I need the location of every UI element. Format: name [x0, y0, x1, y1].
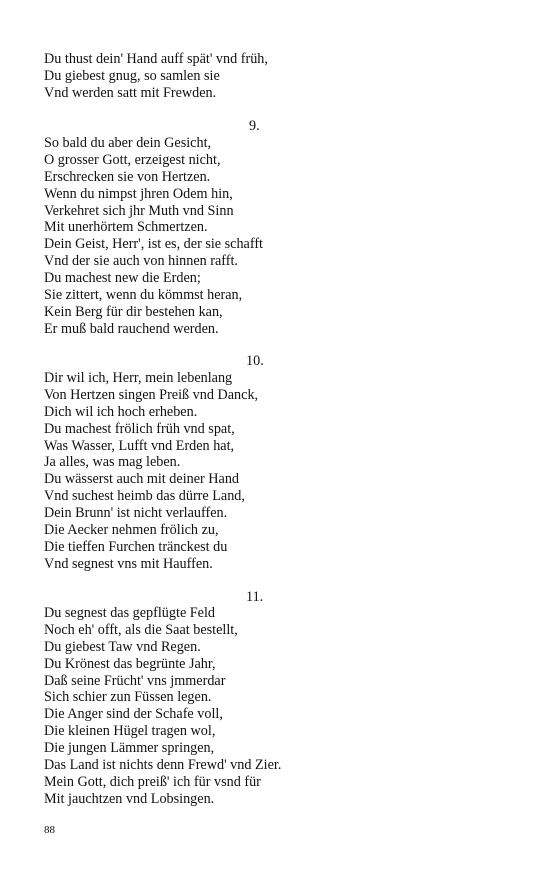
stanza-8-continuation — [44, 51, 484, 102]
verse-line: Du segnest das gepflügte Feld — [44, 605, 216, 621]
verse-line: Du wässerst auch mit deiner Hand — [44, 471, 240, 488]
verse-line: Das Land ist nichts denn Frewd' vnd Zier. — [44, 757, 282, 774]
verse-line: Die Anger sind der Schafe voll, — [44, 706, 223, 723]
verse-line: Vnd suchest heimb das dürre Land, — [44, 488, 245, 505]
verse-line: Von Hertzen singen Preiß vnd Danck, — [44, 386, 259, 403]
verse-line: Du thust dein' Hand auff spät' vnd früh, — [44, 51, 268, 67]
verse-line: Was Wasser, Lufft vnd Erden hat, — [44, 437, 235, 454]
verse-line: Du giebest gnug, so samlen sie — [44, 67, 220, 84]
verse-line: Du giebest Taw vnd Regen. — [44, 638, 201, 655]
verse-line: Mein Gott, dich preiß' ich für vsnd für — [44, 773, 261, 790]
verse-line: Dein Brunn' ist nicht verlauffen. — [44, 505, 228, 522]
stanza-11 — [44, 605, 484, 808]
verse-line: Kein Berg für dir bestehen kan, — [44, 303, 223, 320]
verse-line: Du Krönest das begrünte Jahr, — [44, 655, 216, 672]
verse-line: Du machest frölich früh vnd spat, — [44, 420, 235, 437]
verse-line: So bald du aber dein Gesicht, — [44, 135, 212, 151]
verse-line: O grosser Gott, erzeigest nicht, — [44, 151, 221, 168]
page-number: 88 — [44, 824, 55, 836]
verse-line: Ja alles, was mag leben. — [44, 454, 181, 471]
verse-line: Dich wil ich hoch erheben. — [44, 403, 198, 420]
verse-line: Die Aecker nehmen frölich zu, — [44, 522, 219, 539]
verse-line: Er muß bald rauchend werden. — [44, 320, 219, 337]
verse-line: Vnd werden satt mit Frewden. — [44, 84, 217, 101]
stanza-9 — [44, 135, 484, 338]
verse-line: Die tieffen Furchen tränckest du — [44, 538, 228, 555]
stanza-number: 10. — [246, 353, 264, 369]
verse-line: Mit unerhörtem Schmertzen. — [44, 219, 208, 236]
verse-line: Vnd segnest vns mit Hauffen. — [44, 555, 213, 572]
verse-line: Dir wil ich, Herr, mein lebenlang — [44, 370, 233, 386]
verse-line: Erschrecken sie von Hertzen. — [44, 168, 211, 185]
verse-line: Sich schier zun Füssen legen. — [44, 689, 212, 706]
verse-line: Verkehret sich jhr Muth vnd Sinn — [44, 202, 234, 219]
verse-line: Daß seine Frücht' vns jmmerdar — [44, 672, 226, 689]
verse-line: Wenn du nimpst jhren Odem hin, — [44, 185, 233, 202]
verse-line: Dein Geist, Herr', ist es, der sie schafft — [44, 236, 263, 253]
verse-line: Du machest new die Erden; — [44, 270, 201, 287]
verse-line: Die kleinen Hügel tragen wol, — [44, 723, 216, 740]
verse-line: Noch eh' offt, als die Saat bestellt, — [44, 621, 238, 638]
verse-line: Mit jauchtzen vnd Lobsingen. — [44, 790, 215, 807]
stanza-10 — [44, 370, 484, 573]
verse-line: Vnd der sie auch von hinnen rafft. — [44, 253, 238, 270]
verse-line: Sie zittert, wenn du kömmst heran, — [44, 287, 243, 304]
stanza-number: 9. — [249, 118, 260, 134]
stanza-number: 11. — [246, 589, 264, 605]
verse-line: Die jungen Lämmer springen, — [44, 740, 215, 757]
